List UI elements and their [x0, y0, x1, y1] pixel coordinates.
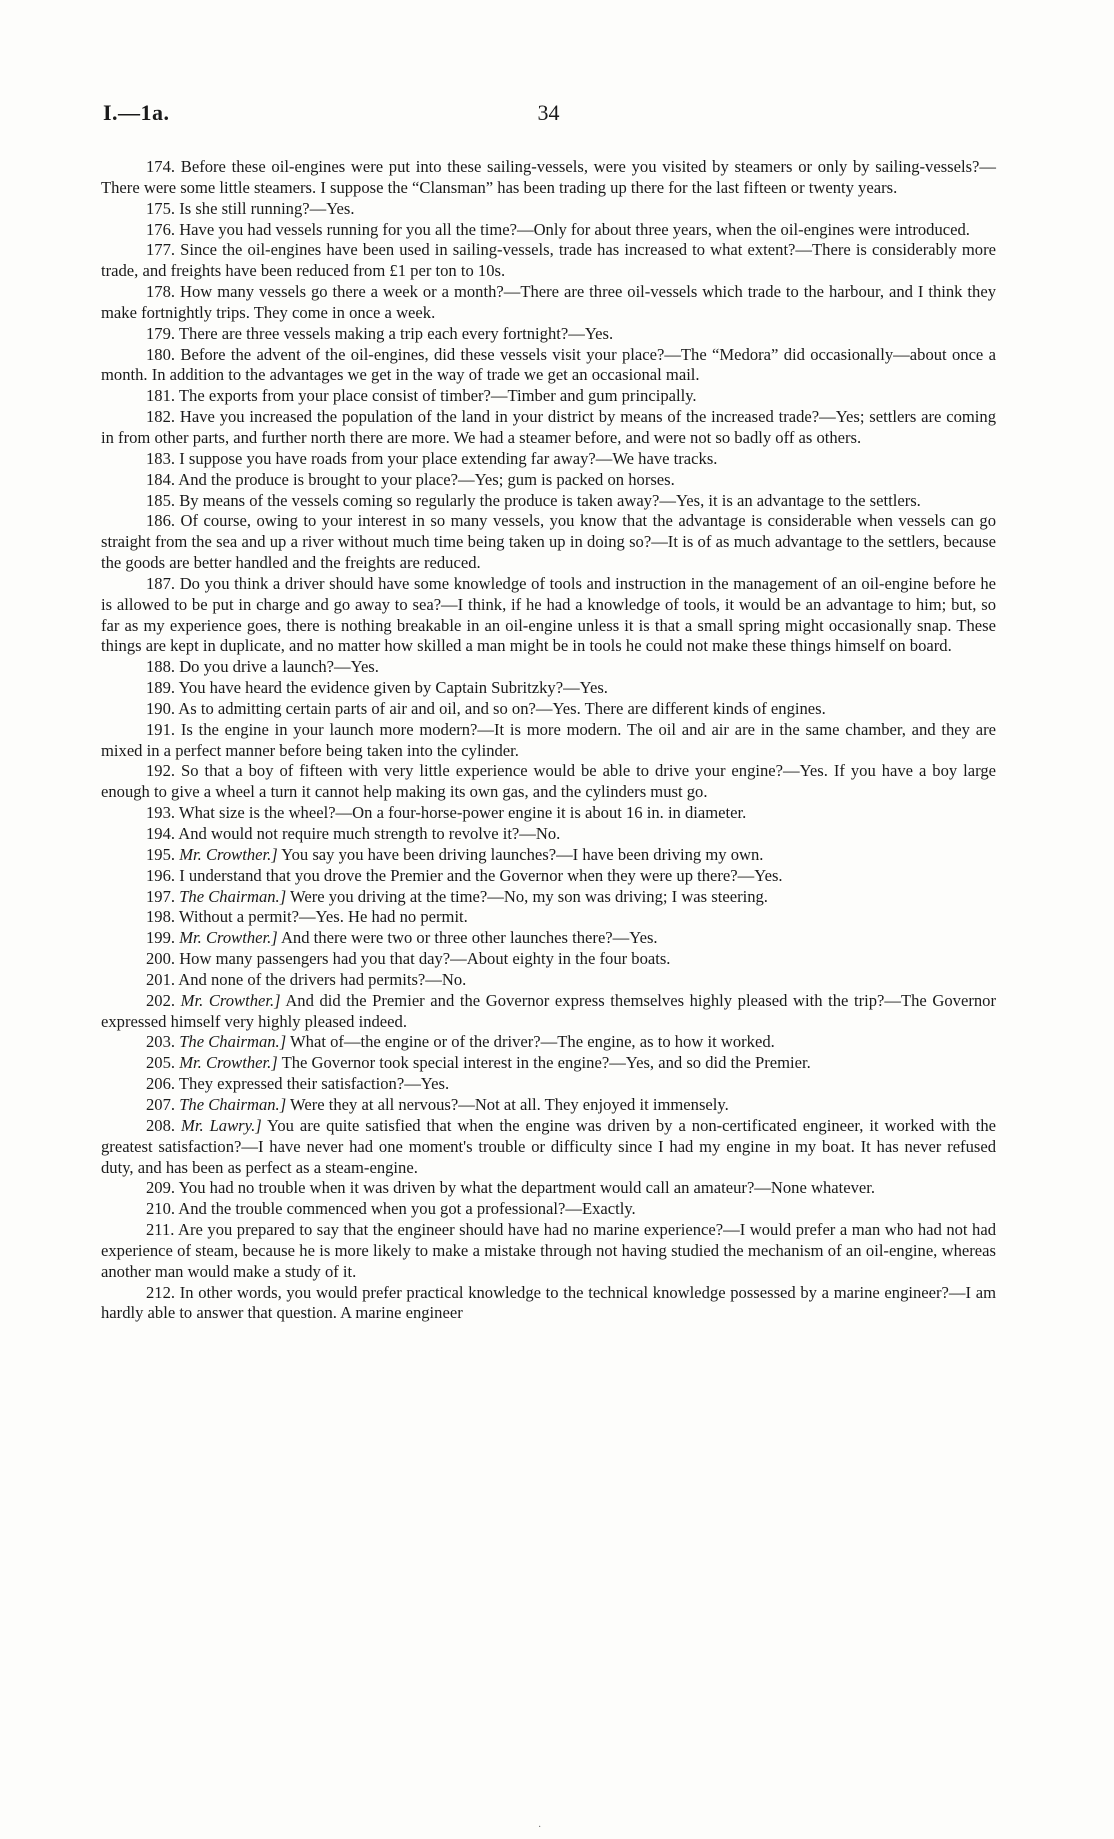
question-number: 211. — [146, 1220, 175, 1240]
question-paragraph — [101, 449, 996, 470]
question-answer-text: You had no trouble when it was driven by what the department would call an amateur?—None whatever. — [178, 1178, 876, 1198]
question-number: 206. — [146, 1074, 176, 1094]
question-answer-text: I suppose you have roads from your place extending far away?—We have tracks. — [179, 448, 718, 468]
question-number: 183. — [146, 448, 176, 468]
speaker-name: The Chairman.] — [179, 1032, 287, 1052]
speaker-name: Mr. Crowther.] — [179, 928, 278, 948]
question-answer-text: Are you prepared to say that the engineer should have had no marine experience?—I would prefer a man who had not had experience of steam, because he is more likely to make a mistake through not having studied the mechanism of an oil-engine, whereas another man would make a study of it. — [101, 1220, 996, 1281]
question-paragraph — [101, 220, 996, 241]
evidence-text — [101, 157, 996, 1324]
question-number: 201. — [146, 969, 176, 989]
speaker-name: Mr. Crowther.] — [179, 844, 278, 864]
question-number: 207. — [146, 1094, 176, 1114]
question-paragraph — [101, 845, 996, 866]
question-answer-text: Do you think a driver should have some knowledge of tools and instruction in the management of an oil-engine before he is allowed to be put in charge and go away to sea?—I think, if he had a knowledge of tools, it would be an advantage to him; but, so far as my experience goes, there is nothing breakable in an oil-engine unless it is that a small spring might occasionally snap. These things are kept in duplicate, and no matter how skilled a man might be in tools he could not make these things himself on board. — [101, 573, 997, 656]
speaker-name: Mr. Lawry.] — [181, 1115, 262, 1135]
question-paragraph — [101, 199, 996, 220]
question-number: 177. — [146, 240, 176, 260]
question-number: 194. — [146, 824, 176, 843]
question-paragraph — [101, 1116, 996, 1179]
question-number: 212. — [146, 1282, 176, 1302]
question-answer-text: And none of the drivers had permits?—No. — [178, 969, 467, 989]
question-answer-text: What size is the wheel?—On a four-horse-power engine it is about 16 in. in diameter. — [178, 803, 747, 823]
question-answer-text: Were you driving at the time?—No, my son was driving; I was steering. — [290, 886, 768, 906]
question-paragraph — [101, 1283, 996, 1325]
question-number: 209. — [146, 1178, 176, 1198]
question-paragraph — [101, 511, 996, 574]
question-paragraph — [101, 699, 996, 720]
question-paragraph — [101, 803, 996, 824]
question-number: 184. — [146, 469, 176, 489]
question-answer-text: You are quite satisfied that when the engine was driven by a non-certificated engineer, it worked with the greatest satisfaction?—I have never had one moment's trouble or difficulty since I had my engine in my boat. It has never refused duty, and has been as perfect as a steam-engine. — [101, 1115, 996, 1177]
question-answer-text: Have you increased the population of the land in your district by means of the increased trade?—Yes; settlers are coming in from other parts, and further north there are more. We had a steamer before, and were not so badly off as others. — [101, 407, 996, 447]
question-paragraph — [101, 470, 996, 491]
question-number: 203. — [146, 1032, 176, 1052]
question-number: 176. — [146, 219, 176, 239]
question-paragraph — [101, 824, 996, 845]
question-paragraph — [101, 887, 996, 908]
question-number: 192. — [146, 761, 176, 781]
question-answer-text: As to admitting certain parts of air and oil, and so on?—Yes. There are different kinds of engines. — [178, 698, 826, 718]
question-number: 193. — [146, 803, 176, 823]
question-answer-text: Without a permit?—Yes. He had no permit. — [178, 907, 468, 927]
question-paragraph — [101, 1074, 996, 1095]
question-answer-text: How many passengers had you that day?—About eighty in the four boats. — [179, 949, 671, 969]
question-answer-text: And there were two or three other launches there?—Yes. — [280, 928, 658, 948]
question-paragraph — [101, 324, 996, 345]
speaker-name: The Chairman.] — [179, 1094, 287, 1114]
question-number: 208. — [146, 1115, 176, 1135]
question-answer-text: Before the advent of the oil-engines, did these vessels visit your place?—The “Medora” did occasionally—about once a month. In addition to the advantages we get in the way of trade we get an occasional mail. — [101, 344, 996, 385]
question-answer-text: You have heard the evidence given by Captain Subritzky?—Yes. — [178, 678, 608, 698]
question-answer-text: And the trouble commenced when you got a professional?—Exactly. — [178, 1199, 636, 1219]
question-answer-text: And the produce is brought to your place?—Yes; gum is packed on horses. — [178, 469, 675, 489]
question-number: 200. — [146, 949, 176, 969]
question-paragraph — [101, 282, 996, 324]
question-paragraph — [101, 1199, 996, 1220]
question-paragraph — [101, 1053, 996, 1074]
question-answer-text: Before these oil-engines were put into these sailing-vessels, were you visited by steamers or only by sailing-vessels?—There were some little steamers. I suppose the “Clansman” has been trading up there for the last fifteen or twenty years. — [101, 157, 996, 197]
question-answer-text: How many vessels go there a week or a month?—There are three oil-vessels which trade to the harbour, and I think they make fortnightly trips. They come in once a week. — [101, 282, 996, 322]
question-number: 202. — [146, 990, 176, 1010]
question-number: 188. — [146, 657, 176, 677]
question-paragraph — [101, 574, 996, 657]
speaker-name: Mr. Crowther.] — [180, 990, 281, 1010]
question-answer-text: They expressed their satisfaction?—Yes. — [178, 1074, 450, 1094]
question-answer-text: Have you had vessels running for you all the time?—Only for about three years, when the oil-engines were introduced. — [179, 219, 970, 239]
question-number: 190. — [146, 698, 176, 718]
question-paragraph — [101, 1220, 996, 1283]
question-answer-text: Is she still running?—Yes. — [179, 198, 355, 218]
question-paragraph — [101, 949, 996, 970]
question-number: 199. — [146, 928, 176, 948]
question-paragraph — [101, 157, 996, 199]
question-number: 195. — [146, 844, 176, 864]
question-number: 181. — [146, 386, 176, 406]
question-answer-text: By means of the vessels coming so regularly the produce is taken away?—Yes, it is an advantage to the settlers. — [179, 490, 921, 510]
question-paragraph — [101, 1095, 996, 1116]
question-answer-text: Of course, owing to your interest in so many vessels, you know that the advantage is considerable when vessels can go straight from the sea and up a river without much time being taken up in doing so?—It is of as much advantage to the settlers, because the goods are better handled and the freights are reduced. — [101, 511, 996, 573]
question-paragraph — [101, 970, 996, 991]
question-answer-text: There are three vessels making a trip each every fortnight?—Yes. — [178, 323, 614, 343]
question-number: 174. — [146, 157, 176, 176]
speaker-name: Mr. Crowther.] — [179, 1053, 278, 1073]
question-answer-text: Is the engine in your launch more modern?—It is more modern. The oil and air are in the same chamber, and they are mixed in a perfect manner before being taken into the cylinder. — [101, 719, 996, 760]
question-number: 205. — [146, 1053, 176, 1073]
footer-mark: · — [538, 1822, 542, 1833]
question-number: 187. — [146, 573, 176, 593]
question-number: 178. — [146, 282, 176, 302]
question-answer-text: The Governor took special interest in the engine?—Yes, and so did the Premier. — [281, 1053, 811, 1073]
question-paragraph — [101, 407, 996, 449]
question-paragraph — [101, 866, 996, 887]
question-number: 210. — [146, 1199, 176, 1219]
question-paragraph — [101, 761, 996, 803]
document-code: I.—1a. — [103, 100, 170, 125]
question-answer-text: Were they at all nervous?—Not at all. They enjoyed it immensely. — [290, 1094, 729, 1114]
question-number: 191. — [146, 719, 176, 739]
question-answer-text: The exports from your place consist of timber?—Timber and gum principally. — [178, 386, 697, 406]
question-number: 197. — [146, 886, 176, 906]
page-number: 34 — [537, 100, 560, 125]
question-number: 175. — [146, 198, 176, 218]
question-paragraph — [101, 928, 996, 949]
question-answer-text: And would not require much strength to revolve it?—No. — [178, 824, 561, 843]
page-header — [103, 100, 994, 130]
question-answer-text: And did the Premier and the Governor express themselves highly pleased with the trip?—The Governor expressed himself very highly pleased indeed. — [101, 990, 996, 1031]
question-number: 180. — [146, 344, 176, 364]
question-answer-text: So that a boy of fifteen with very little experience would be able to drive your engine?—Yes. If you have a boy large enough to give a wheel a turn it cannot help making its own gas, and the cylinders must go. — [101, 761, 996, 802]
question-paragraph — [101, 1178, 996, 1199]
question-answer-text: I understand that you drove the Premier and the Governor when they were up there?—Yes. — [179, 865, 783, 885]
question-answer-text: Since the oil-engines have been used in sailing-vessels, trade has increased to what extent?—There is considerably more trade, and freights have been reduced from £1 per ton to 10s. — [101, 240, 996, 281]
question-paragraph — [101, 386, 996, 407]
question-number: 198. — [146, 907, 176, 927]
question-number: 189. — [146, 678, 176, 698]
question-paragraph — [101, 657, 996, 678]
question-paragraph — [101, 678, 996, 699]
question-paragraph — [101, 1032, 996, 1053]
question-number: 196. — [146, 865, 176, 885]
question-number: 179. — [146, 323, 176, 343]
question-paragraph — [101, 240, 996, 282]
question-number: 182. — [146, 407, 176, 427]
question-paragraph — [101, 991, 996, 1033]
question-paragraph — [101, 720, 996, 762]
question-paragraph — [101, 491, 996, 512]
question-answer-text: What of—the engine or of the driver?—The engine, as to how it worked. — [290, 1032, 775, 1052]
question-answer-text: In other words, you would prefer practical knowledge to the technical knowledge possessed by a marine engineer?—I am hardly able to answer that question. A marine engineer — [101, 1282, 996, 1323]
question-number: 186. — [146, 511, 176, 531]
question-number: 185. — [146, 490, 176, 510]
speaker-name: The Chairman.] — [179, 886, 287, 906]
question-answer-text: You say you have been driving launches?—I have been driving my own. — [281, 844, 764, 864]
question-answer-text: Do you drive a launch?—Yes. — [179, 657, 379, 677]
question-paragraph — [101, 345, 996, 387]
question-paragraph — [101, 907, 996, 928]
